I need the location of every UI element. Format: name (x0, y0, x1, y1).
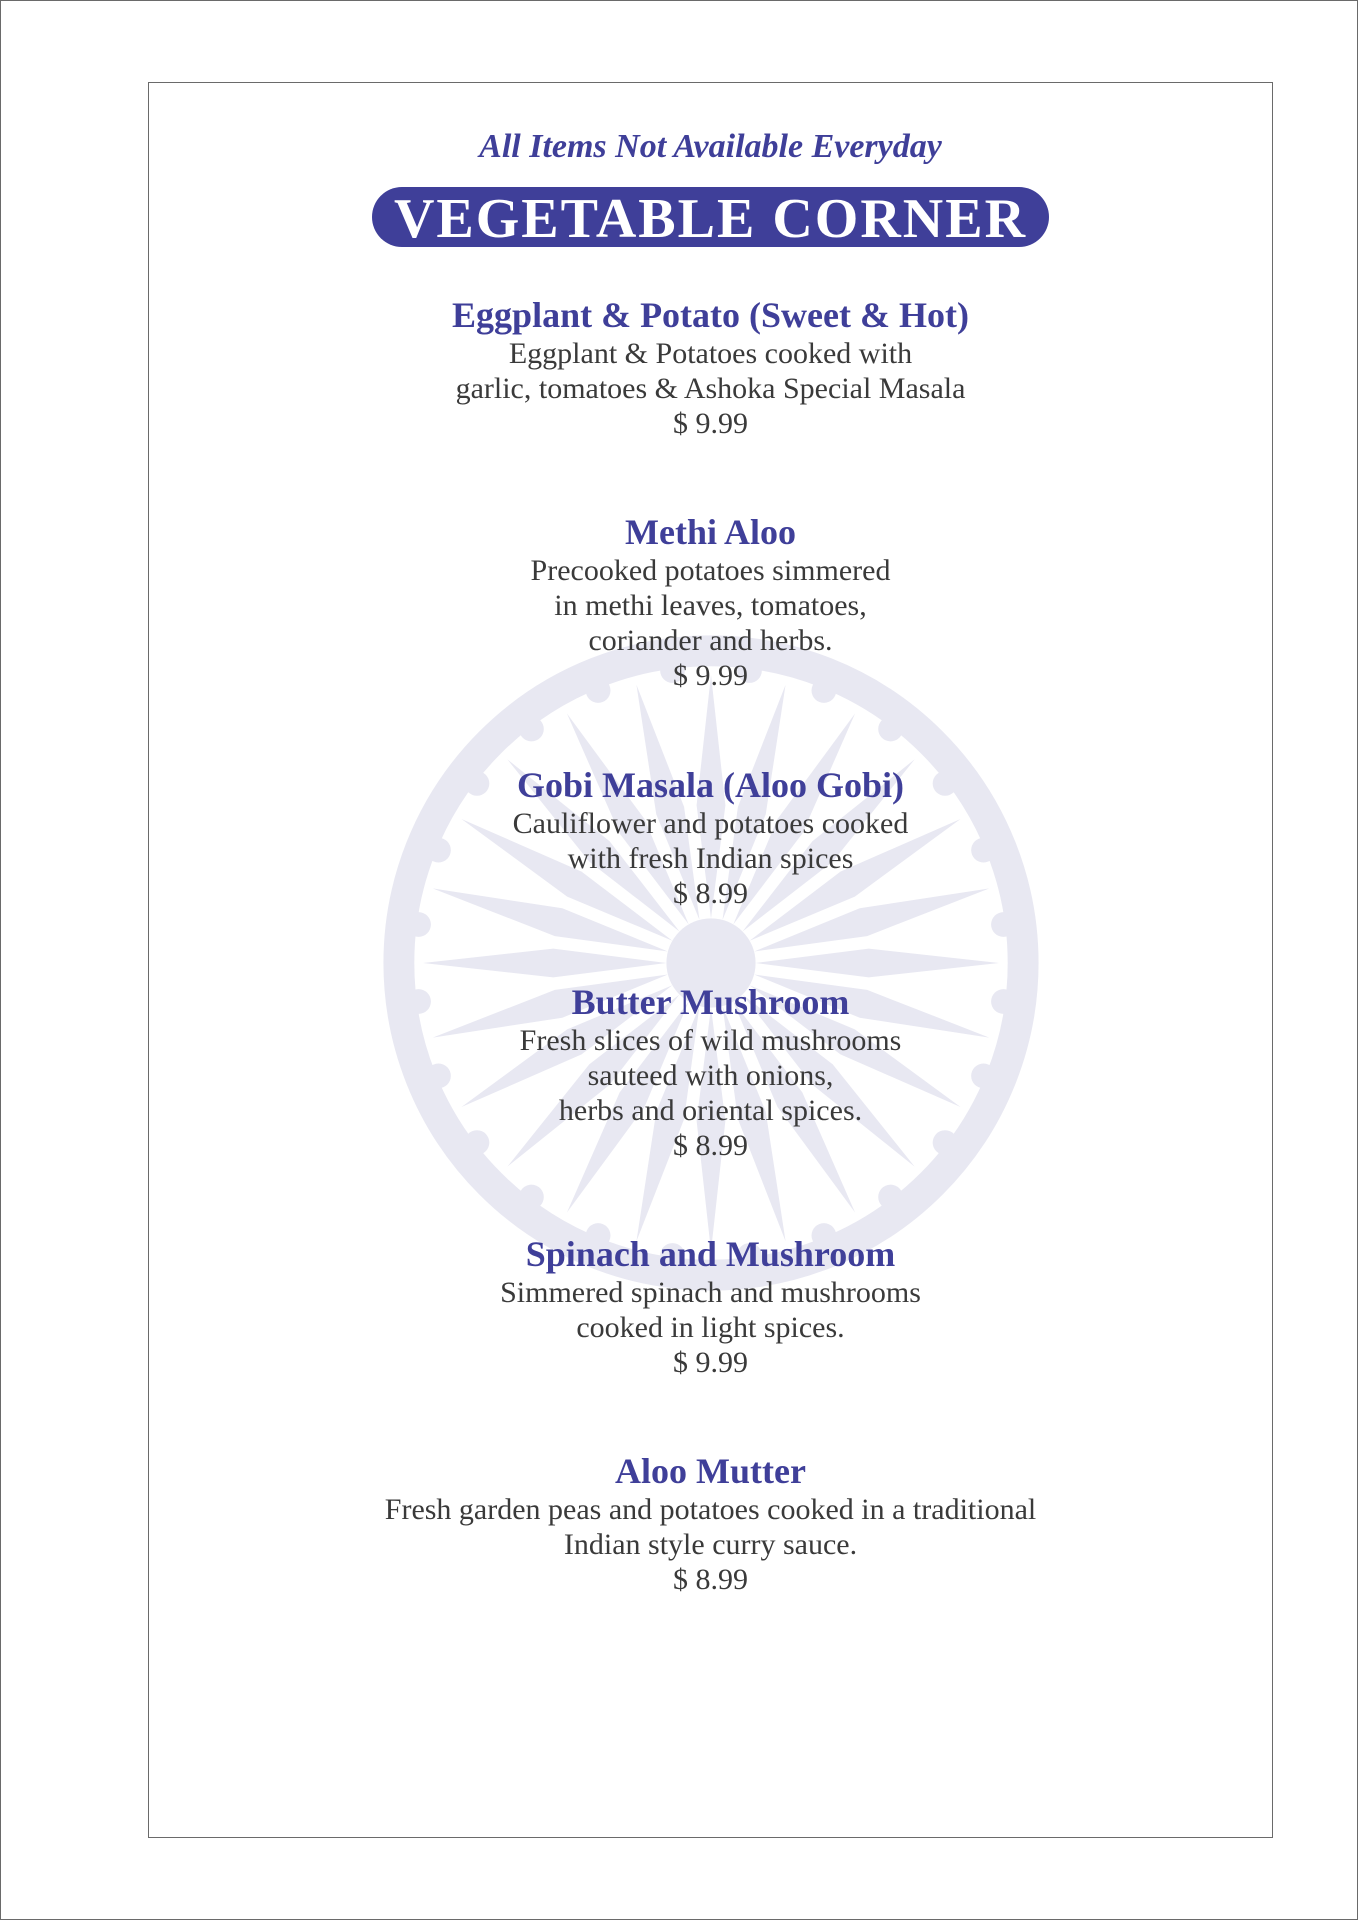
chakra-spoke (423, 949, 667, 978)
section-title: VEGETABLE CORNER (372, 187, 1049, 247)
item-price: $ 9.99 (673, 407, 748, 440)
item-price: $ 9.99 (673, 659, 748, 692)
item-name: Gobi Masala (Aloo Gobi) (516, 765, 905, 805)
chakra-rim-bump (878, 1185, 903, 1210)
menu-item (148, 1450, 1273, 1597)
ashoka-chakra-watermark-icon (368, 620, 1054, 1306)
chakra-spoke (756, 949, 1000, 978)
item-description: Fresh garden peas and potatoes cooked in a traditional (384, 1493, 1037, 1526)
item-description: Simmered spinach and mushrooms (500, 1276, 921, 1309)
menu-item (148, 981, 1273, 1163)
menu-item (148, 294, 1273, 441)
item-description: coriander and herbs. (588, 624, 833, 657)
item-description: sauteed with onions, (587, 1059, 834, 1092)
menu-item (148, 1233, 1273, 1380)
item-name: Spinach and Mushroom (525, 1234, 896, 1274)
item-name: Aloo Mutter (615, 1451, 806, 1491)
item-description: with fresh Indian spices (567, 842, 854, 875)
menu-item (148, 764, 1273, 911)
item-description: Fresh slices of wild mushrooms (519, 1024, 902, 1057)
chakra-rim-bump (878, 717, 903, 742)
item-price: $ 8.99 (673, 1563, 748, 1596)
item-description: cooked in light spices. (576, 1311, 845, 1344)
item-name: Butter Mushroom (571, 982, 850, 1022)
item-description: garlic, tomatoes & Ashoka Special Masala (455, 372, 966, 405)
item-description: Precooked potatoes simmered (530, 554, 891, 587)
item-description: Cauliflower and potatoes cooked (512, 807, 909, 840)
chakra-rim-bump (519, 717, 544, 742)
item-description: herbs and oriental spices. (558, 1094, 863, 1127)
chakra-rim-bump (406, 912, 431, 937)
item-price: $ 9.99 (673, 1346, 748, 1379)
item-price: $ 8.99 (673, 1129, 748, 1162)
item-description: Eggplant & Potatoes cooked with (508, 337, 913, 370)
item-price: $ 8.99 (673, 877, 748, 910)
item-description: Indian style curry sauce. (563, 1528, 858, 1561)
item-description: in methi leaves, tomatoes, (554, 589, 867, 622)
item-name: Methi Aloo (625, 512, 796, 552)
item-name: Eggplant & Potato (Sweet & Hot) (452, 295, 969, 335)
menu-item (148, 511, 1273, 693)
availability-notice: All Items Not Available Everyday (479, 128, 942, 165)
chakra-rim-bump (991, 912, 1016, 937)
chakra-rim-bump (519, 1185, 544, 1210)
